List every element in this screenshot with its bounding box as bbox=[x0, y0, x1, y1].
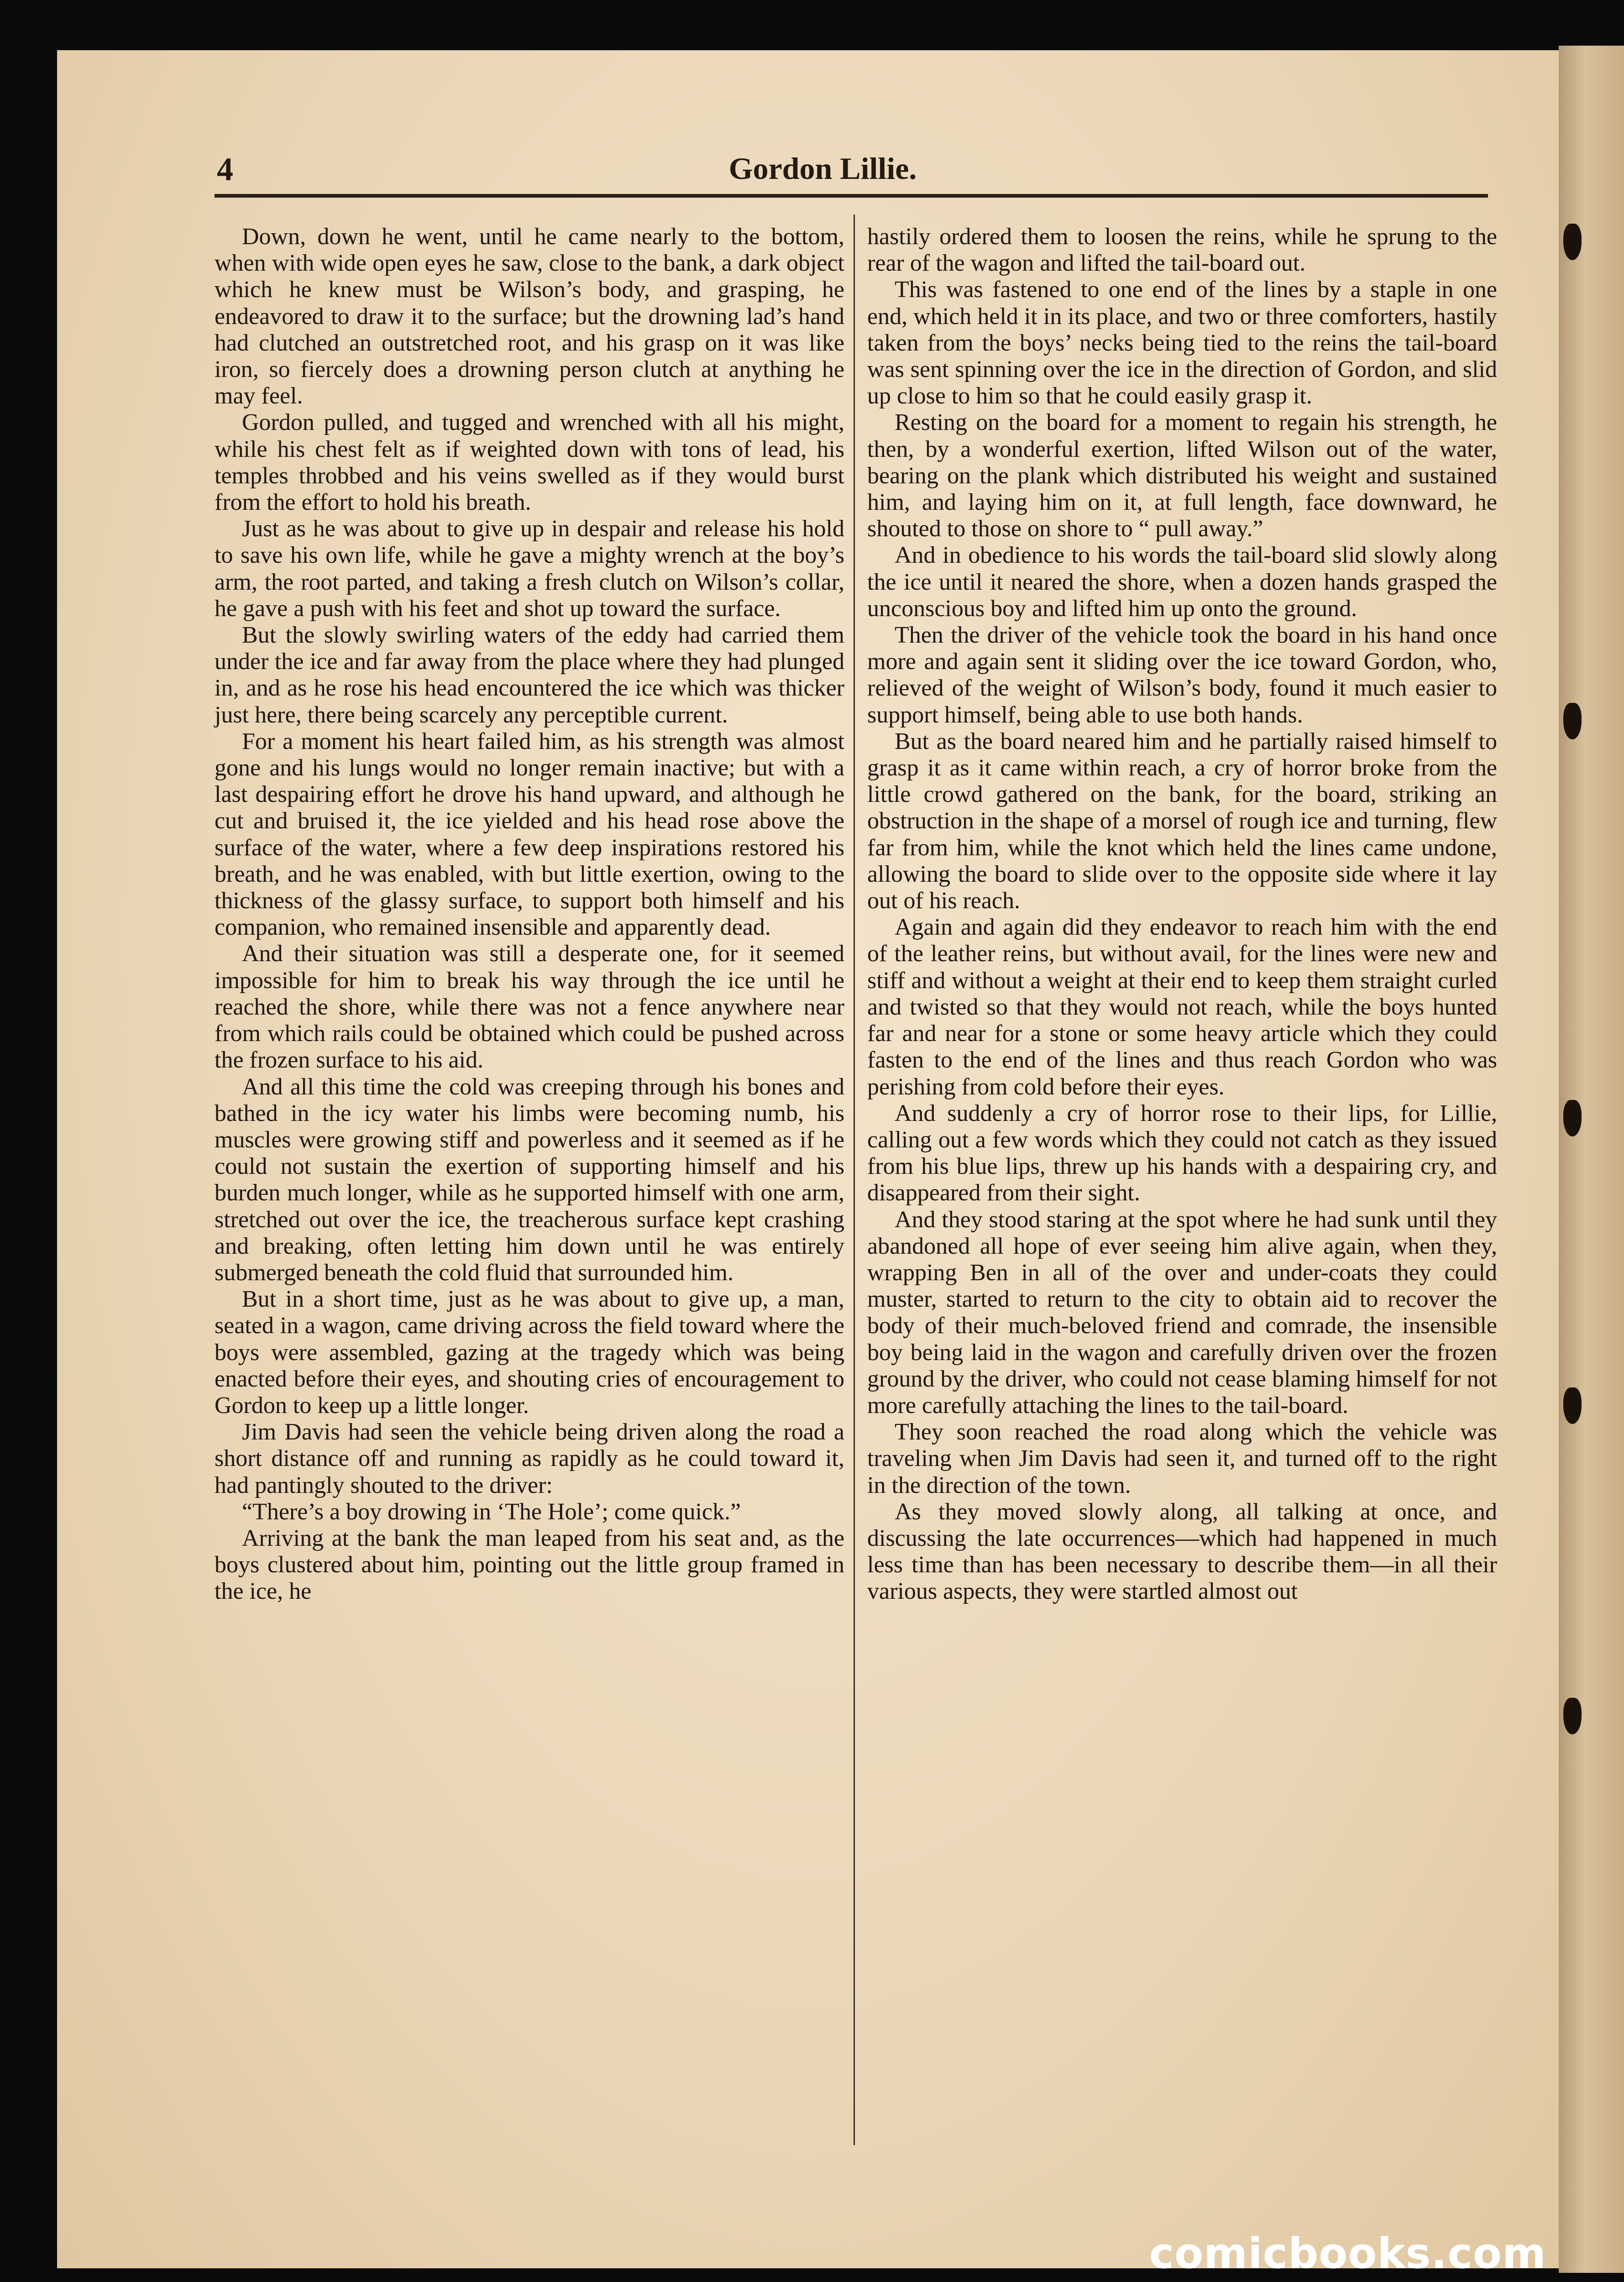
paragraph: But in a short time, just as he was about to give up, a man, seated in a wagon, came driving across the field toward where the boys were assembled, gazing at the tragedy which was being enacted before their eyes, and shouting cries of encouragement to Gordon to keep up a little longer. bbox=[215, 1286, 844, 1418]
binding-hole bbox=[1563, 703, 1582, 739]
paragraph: And they stood staring at the spot where he had sunk until they abandoned all hope of ever seeing him alive again, when they, wrapping Ben in all of the over and under-coats they could muster, started to return to the city to obtain aid to recover the body of their much-beloved friend and comrade, the insensible boy being laid in the wagon and carefully driven over the frozen ground by the driver, who could not cease blaming himself for not more carefully attaching the lines to the tail-board. bbox=[867, 1206, 1497, 1418]
page-header bbox=[157, 137, 1488, 192]
paragraph: Arriving at the bank the man leaped from his seat and, as the boys clustered about him, pointing out the little group framed in the ice, he bbox=[215, 1525, 844, 1605]
page-number: 4 bbox=[217, 151, 233, 188]
paragraph: And in obedience to his words the tail-board slid slowly along the ice until it neared the shore, when a dozen hands grasped the unconscious boy and lifted him up onto the ground. bbox=[867, 542, 1497, 622]
binding-hole bbox=[1563, 1100, 1582, 1136]
paragraph: Jim Davis had seen the vehicle being driven along the road a short distance off and running as rapidly as he could toward it, had pantingly shouted to the driver: bbox=[215, 1419, 844, 1498]
paragraph: This was fastened to one end of the lines by a staple in one end, which held it in its place, and two or three comforters, hastily taken from the boys’ necks being tied to the reins the tail-board was sent spinning over the ice in the direction of Gordon, and slid up close to him so that he could easily grasp it. bbox=[867, 277, 1497, 409]
binding-hole bbox=[1563, 1698, 1582, 1734]
paragraph: And suddenly a cry of horror rose to their lips, for Lillie, calling out a few words which they could not catch as they issued from his blue lips, threw up his hands with a despairing cry, and disappeared from their sight. bbox=[867, 1100, 1497, 1206]
paragraph-continuation: hastily ordered them to loosen the reins, while he sprung to the rear of the wagon and lifted the tail-board out. bbox=[867, 224, 1497, 277]
column-divider bbox=[854, 215, 855, 2145]
paragraph: But as the board neared him and he partially raised himself to grasp it as it came within reach, a cry of horror broke from the little crowd gathered on the bank, for the board, striking an obstruction in the shape of a morsel of rough ice and turning, flew far from him, while the knot which held the lines came undone, allowing the board to slide over to the opposite side where it lay out of his reach. bbox=[867, 728, 1497, 914]
paragraph: They soon reached the road along which the vehicle was traveling when Jim Davis had seen it, and turned off to the right in the direction of the town. bbox=[867, 1419, 1497, 1498]
paragraph: “There’s a boy drowing in ‘The Hole’; come quick.” bbox=[242, 1498, 741, 1525]
paragraph: Then the driver of the vehicle took the board in his hand once more and again sent it sliding over the ice toward Gordon, who, relieved of the weight of Wilson’s body, found it much easier to support himself, being able to use both hands. bbox=[867, 622, 1497, 728]
paragraph: Down, down he went, until he came nearly to the bottom, when with wide open eyes he saw, close to the bank, a dark object which he knew must be Wilson’s body, and grasping, he endeavored to draw it to the surface; but the drowning lad’s hand had clutched an outstretched root, and his grasp on it was like iron, so fiercely does a drowning person clutch at anything he may feel. bbox=[215, 224, 844, 409]
paragraph: As they moved slowly along, all talking at once, and discussing the late occurrences—which had happened in much less time than has been necessary to describe them—in all their various aspects, they were startled almost out bbox=[867, 1498, 1497, 1605]
paragraph: Again and again did they endeavor to reach him with the end of the leather reins, but without avail, for the lines were new and stiff and without a weight at their end to keep them straight curled and twisted so that they would not reach, while the boys hunted far and near for a stone or some heavy article which they could fasten to the end of the lines and thus reach Gordon who was perishing from cold before their eyes. bbox=[867, 914, 1497, 1100]
paragraph: But the slowly swirling waters of the eddy had carried them under the ice and far away from the place where they had plunged in, and as he rose his head encountered the ice which was thicker just here, there being scarcely any perceptible current. bbox=[215, 622, 844, 728]
header-rule bbox=[215, 194, 1488, 198]
watermark: comicbooks.com bbox=[1149, 2229, 1546, 2278]
paragraph: And all this time the cold was creeping through his bones and bathed in the icy water his limbs were becoming numb, his muscles were growing stiff and powerless and it seemed as if he could not sustain the exertion of supporting himself and his burden much longer, while as he supported himself with one arm, stretched out over the ice, the treacherous surface kept crashing and breaking, often letting him down until he was entirely submerged beneath the cold fluid that surrounded him. bbox=[215, 1073, 844, 1286]
adjacent-page-edge bbox=[1559, 46, 1624, 2273]
paragraph: For a moment his heart failed him, as his strength was almost gone and his lungs would no longer remain inactive; but with a last despairing effort he drove his hand upward, and although he cut and bruised it, the ice yielded and his head rose above the surface of the water, where a few deep inspirations restored his breath, and he was enabled, with but little exertion, owing to the thickness of the glassy surface, to support both himself and his companion, who remained insensible and apparently dead. bbox=[215, 728, 844, 941]
paragraph: Resting on the board for a moment to regain his strength, he then, by a wonderful exertion, lifted Wilson out of the water, bearing on the plank which distributed his weight and sustained him, and laying him on it, at full length, face downward, he shouted to those on shore to “ pull away.” bbox=[867, 409, 1497, 542]
binding-hole bbox=[1563, 1387, 1582, 1424]
left-column bbox=[215, 224, 844, 1605]
running-head: Gordon Lillie. bbox=[728, 151, 917, 186]
binding-hole bbox=[1563, 224, 1582, 260]
paragraph: Gordon pulled, and tugged and wrenched with all his might, while his chest felt as if weighted down with tons of lead, his temples throbbed and his veins swelled as if they would burst from the effort to hold his breath. bbox=[215, 409, 844, 516]
paragraph: Just as he was about to give up in despair and release his hold to save his own life, while he gave a mighty wrench at the boy’s arm, the root parted, and taking a fresh clutch on Wilson’s collar, he gave a push with his feet and shot up toward the surface. bbox=[215, 516, 844, 622]
paragraph: And their situation was still a desperate one, for it seemed impossible for him to break his way through the ice until he reached the shore, while there was not a fence anywhere near from which rails could be obtained which could be pushed across the frozen surface to his aid. bbox=[215, 941, 844, 1073]
right-column bbox=[867, 224, 1497, 1605]
